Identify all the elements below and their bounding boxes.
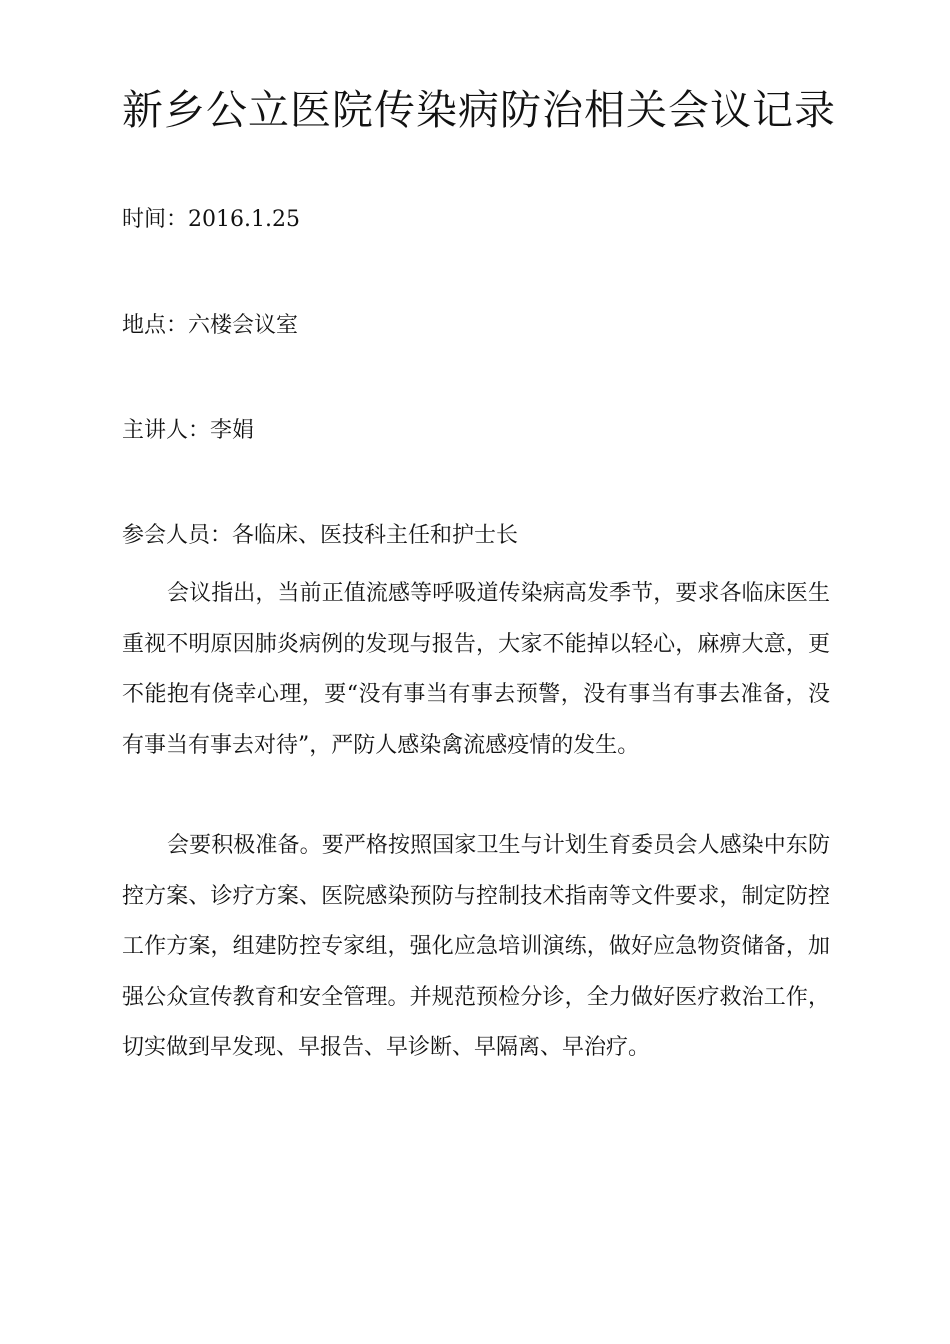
- document-title: 新乡公立医院传染病防治相关会议记录: [122, 86, 836, 134]
- meeting-attendees: 参会人员：各临床、医技科主任和护士长: [122, 523, 519, 548]
- body-paragraph-2: 会要积极准备。要严格按照国家卫生与计划生育委员会人感染中东防控方案、诊疗方案、医院感染预防与控制技术指南等文件要求，制定防控工作方案，组建防控专家组，强化应急培训演练，做好应急物资储备，加强公众宣传教育和安全管理。并规范预检分诊，全力做好医疗救治工作，切实做到早发现、早报告、早诊断、早隔离、早治疗。: [122, 833, 830, 1060]
- meeting-speaker: 主讲人：李娟: [122, 418, 255, 443]
- meeting-time: 时间：2016.1.25: [122, 207, 300, 232]
- meeting-place: 地点：六楼会议室: [122, 313, 299, 338]
- body-paragraph-1: 会议指出，当前正值流感等呼吸道传染病高发季节，要求各临床医生重视不明原因肺炎病例的发现与报告，大家不能掉以轻心，麻痹大意，更不能抱有侥幸心理，要“没有事当有事去预警，没有事当有事去准备，没有事当有事去对待”，严防人感染禽流感疫情的发生。: [122, 581, 830, 758]
